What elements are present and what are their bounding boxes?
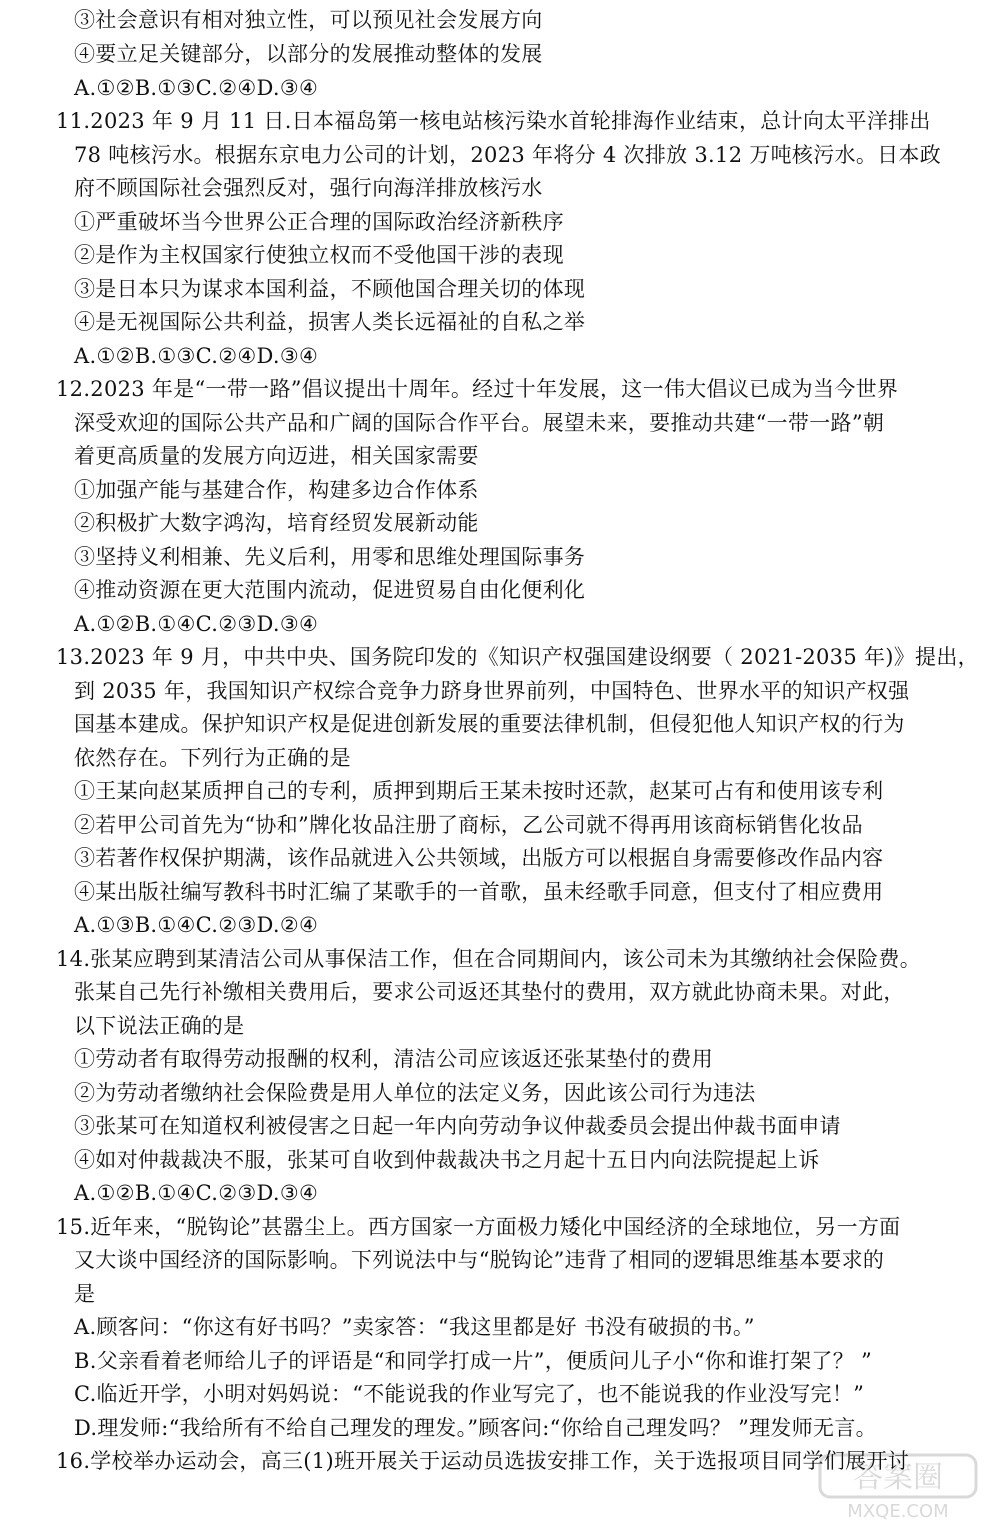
text-line: ③社会意识有相对独立性，可以预见社会发展方向 [74,8,543,32]
text-line: 深受欢迎的国际公共产品和广阔的国际合作平台。展望未来，要推动共建“一带一路”朝 [74,411,885,435]
text-line: ③坚持义利相兼、先义后利，用零和思维处理国际事务 [74,545,586,569]
text-line: ②为劳动者缴纳社会保险费是用人单位的法定义务，因此该公司行为违法 [74,1081,756,1105]
watermark-logo [818,1453,978,1523]
answer-options: A.①②B.①④C.②③D.③④ [74,1181,319,1205]
text-line: 依然存在。下列行为正确的是 [74,746,351,770]
text-line: 府不顾国际社会强烈反对，强行向海洋排放核污水 [74,176,543,200]
text-line: 张某自己先行补缴相关费用后，要求公司返还其垫付的费用，双方就此协商未果。对此， [74,980,905,1004]
text-line: ①严重破坏当今世界公正合理的国际政治经济新秩序 [74,210,564,234]
text-line: ④某出版社编写教科书时汇编了某歌手的一首歌，虽未经歌手同意，但支付了相应费用 [74,880,884,904]
text-line: ②若甲公司首先为“协和”牌化妆品注册了商标，乙公司就不得再用该商标销售化妆品 [74,813,863,837]
answer-options: A.①②B.①③C.②④D.③④ [74,76,319,100]
answer-options: A.①③B.①④C.②③D.②④ [74,913,319,937]
text-line: ④是无视国际公共利益，损害人类长远福祉的自私之举 [74,310,586,334]
answer-options: A.①②B.①③C.②④D.③④ [74,344,319,368]
question-stem: 11.2023 年 9 月 11 日.日本福岛第一核电站核污染水首轮排海作业结束，总计向太平洋排出 [56,109,931,133]
text-line: ②积极扩大数字鸿沟，培育经贸发展新动能 [74,511,479,535]
text-line: 到 2035 年，我国知识产权综合竞争力跻身世界前列，中国特色、世界水平的知识产权强 [74,679,910,703]
answer-options: A.①②B.①④C.②③D.③④ [74,612,319,636]
option-a: A.顾客问：“你这有好书吗？”卖家答：“我这里都是好 书没有破损的书。” [74,1315,755,1339]
watermark-bottom-text: MXQE.COM [847,1501,949,1522]
question-stem: 15.近年来，“脱钩论”甚嚣尘上。西方国家一方面极力矮化中国经济的全球地位，另一方面 [56,1215,901,1239]
option-d: D.理发师:“我给所有不给自己理发的理发。”顾客问:“你给自己理发吗？ ”理发师无言。 [74,1416,877,1440]
question-stem: 12.2023 年是“一带一路”倡议提出十周年。经过十年发展，这一伟大倡议已成为当今世界 [56,377,899,401]
text-line: 78 吨核污水。根据东京电力公司的计划，2023 年将分 4 次排放 3.12 万吨核污水。日本政 [74,143,942,167]
text-line: ④推动资源在更大范围内流动，促进贸易自由化便利化 [74,578,586,602]
text-line: 着更高质量的发展方向迈进，相关国家需要 [74,444,479,468]
text-line: 国基本建成。保护知识产权是促进创新发展的重要法律机制，但侵犯他人知识产权的行为 [74,712,905,736]
text-line: 以下说法正确的是 [74,1014,245,1038]
text-line: 是 [74,1282,96,1306]
text-line: ①加强产能与基建合作，构建多边合作体系 [74,478,479,502]
text-line: 又大谈中国经济的国际影响。下列说法中与“脱钩论”违背了相同的逻辑思维基本要求的 [74,1248,885,1272]
text-line: ②是作为主权国家行使独立权而不受他国干涉的表现 [74,243,564,267]
question-stem: 13.2023 年 9 月，中共中央、国务院印发的《知识产权强国建设纲要（ 2021-2035 年)》提出， [56,645,979,669]
text-line: ①王某向赵某质押自己的专利，质押到期后王某未按时还款，赵某可占有和使用该专利 [74,779,884,803]
text-line: ④要立足关键部分，以部分的发展推动整体的发展 [74,42,543,66]
text-line: ④如对仲裁裁决不服，张某可自收到仲裁裁决书之月起十五日内向法院提起上诉 [74,1148,820,1172]
text-line: ③若著作权保护期满，该作品就进入公共领域，出版方可以根据自身需要修改作品内容 [74,846,884,870]
text-line: ①劳动者有取得劳动报酬的权利，清洁公司应该返还张某垫付的费用 [74,1047,713,1071]
option-c: C.临近开学，小明对妈妈说：“不能说我的作业写完了，也不能说我的作业没写完！” [74,1382,865,1406]
question-stem: 14.张某应聘到某清洁公司从事保洁工作，但在合同期间内，该公司未为其缴纳社会保险费。 [56,947,921,971]
text-line: ③是日本只为谋求本国利益，不顾他国合理关切的体现 [74,277,586,301]
watermark-top-text: 答案圈 [853,1460,943,1495]
question-stem: 16.学校举办运动会，高三(1)班开展关于运动员选拔安排工作，关于选报项目同学们展开讨 [56,1449,910,1473]
option-b: B.父亲看着老师给儿子的评语是“和同学打成一片”，便质问儿子小“你和谁打架了？ ” [74,1349,873,1373]
text-line: ③张某可在知道权利被侵害之日起一年内向劳动争议仲裁委员会提出仲裁书面申请 [74,1114,841,1138]
